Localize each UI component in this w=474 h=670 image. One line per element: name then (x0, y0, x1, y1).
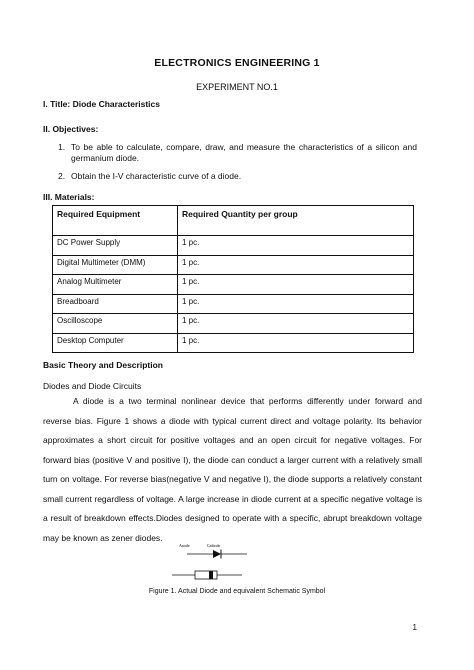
objective-number: 2. (58, 171, 66, 181)
quantity-cell: 1 pc. (178, 255, 414, 275)
diode-schematic-symbol (179, 543, 247, 559)
quantity-cell: 1 pc. (178, 314, 414, 334)
quantity-cell: 1 pc. (178, 275, 414, 295)
title-line: I. Title: Diode Characteristics (43, 99, 160, 109)
figure-caption: Figure 1. Actual Diode and equivalent Schematic Symbol (148, 588, 326, 595)
quantity-cell: 1 pc. (178, 236, 414, 256)
table-row (53, 236, 414, 256)
quantity-cell: 1 pc. (178, 333, 414, 353)
equipment-cell: Oscilloscope (53, 314, 178, 334)
experiment-number: EXPERIMENT NO.1 (196, 82, 278, 92)
diode-figure (167, 540, 287, 585)
objective-text: To be able to calculate, compare, draw, and measure the characteristics of a silicon and germanium diode. (71, 142, 417, 163)
anode-label: Anode (179, 543, 190, 548)
document-title: ELECTRONICS ENGINEERING 1 (154, 57, 320, 69)
table-row (53, 333, 414, 353)
quantity-cell: 1 pc. (178, 294, 414, 314)
equipment-cell: Analog Multimeter (53, 275, 178, 295)
equipment-cell: Desktop Computer (53, 333, 178, 353)
table-header-cell: Required Equipment (53, 206, 178, 236)
table-header-row (53, 206, 414, 236)
diode-package (172, 571, 242, 579)
table-row (53, 314, 414, 334)
theory-heading: Basic Theory and Description (43, 360, 163, 370)
materials-heading: III. Materials: (43, 192, 95, 202)
equipment-cell: Breadboard (53, 294, 178, 314)
table-row (53, 294, 414, 314)
equipment-cell: DC Power Supply (53, 236, 178, 256)
table-row (53, 255, 414, 275)
table-header-cell: Required Quantity per group (178, 206, 414, 236)
materials-table (52, 205, 414, 353)
cathode-label: Cathode (207, 543, 221, 548)
objectives-heading: II. Objectives: (43, 124, 99, 134)
page-number: 1 (412, 623, 417, 632)
table-row (53, 275, 414, 295)
theory-paragraph: A diode is a two terminal nonlinear device that performs differently under forward and reverse bias. Figure 1 shows a diode with typical current direct and voltage polarity. Its behavior approximates a short circuit for positive voltages and an open circuit for negative voltages. For forward bias (positive V and positive I), the diode can conduct a larger current with a relatively small turn on voltage. For reverse bias(negative V and negative I), the diode supports a relatively constant small current regardless of voltage. A large increase in diode current at a specific negative voltage is a result of breakdown effects.Diodes designed to operate with a specific, abrupt breakdown voltage may be known as zener diodes. (43, 396, 422, 543)
equipment-cell: Digital Multimeter (DMM) (53, 255, 178, 275)
objective-number: 1. (58, 142, 66, 152)
theory-subheading: Diodes and Diode Circuits (43, 381, 142, 391)
objective-text: Obtain the I-V characteristic curve of a diode. (71, 171, 242, 181)
